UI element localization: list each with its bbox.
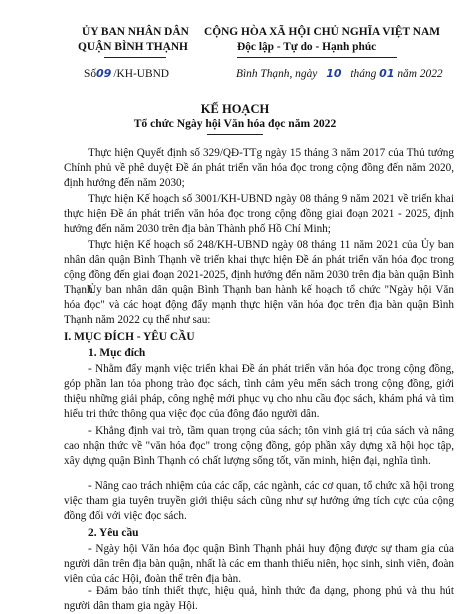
doc-number-handwritten: 09: [96, 67, 112, 80]
subsection-requirements: 2. Yêu cầu: [88, 527, 139, 539]
purpose-paragraph-1: - Nhằm đẩy mạnh việc triển khai Đề án phát triển văn hóa đọc trong cộng đồng, góp phần lan tỏa phong trào đọc sách, tình cảm yêu mến sách trong cộng đồng, giới thiệu những giải pháp, công nghệ mới phục vụ cho nhu cầu đọc sách, khám phá và tìm hiểu tri thức thông qua việc đọc của đông đảo người dân.: [64, 363, 454, 420]
subsection-purpose: 1. Mục đích: [88, 347, 146, 359]
year-text: năm 2022: [397, 68, 443, 80]
document-title: KẾ HOẠCH: [200, 102, 270, 116]
issuer-line2: QUẬN BÌNH THẠNH: [78, 41, 188, 53]
requirement-paragraph-1: - Ngày hội Văn hóa đọc quận Bình Thạnh phải huy động được sự tham gia của người dân trên địa bàn quận, nhất là các em thanh thiếu niên, học sinh, sinh viên, đoàn viên của các Hội, đoàn thể trên địa bàn.: [64, 543, 454, 585]
issuer-line1: ỦY BAN NHÂN DÂN: [82, 26, 189, 38]
document-number: [84, 67, 169, 80]
motto-underline: [237, 57, 397, 58]
issuer-underline: [104, 57, 166, 58]
national-title: CỘNG HÒA XÃ HỘI CHỦ NGHĨA VIỆT NAM: [204, 26, 440, 38]
doc-number-suffix: /KH-UBND: [113, 68, 170, 80]
doc-number-prefix: Số: [84, 68, 97, 80]
requirement-paragraph-2: - Đảm bảo tính thiết thực, hiệu quả, hình thức đa dạng, phong phú và thu hút người dân tham gia ngày Hội.: [64, 585, 454, 612]
intro-paragraph-1: Thực hiện Quyết định số 329/QĐ-TTg ngày 15 tháng 3 năm 2017 của Thủ tướng Chính phủ về phê duyệt Đề án phát triển văn hóa đọc trong cộng đồng đến năm 2020, định hướng đến năm 2030;: [64, 147, 454, 189]
day-handwritten: 10: [326, 67, 342, 80]
purpose-paragraph-2: - Khẳng định vai trò, tầm quan trọng của sách; tôn vinh giá trị của sách và nâng cao nhận thức về "văn hóa đọc" trong cộng đồng, góp phần xây dựng xã hội học tập, xây dựng quận Bình Thạnh có chất lượng sống tốt, văn minh, hiện đại, nghĩa tình.: [64, 425, 454, 467]
month-label: tháng: [350, 68, 377, 80]
section-heading: I. MỤC ĐÍCH - YÊU CẦU: [64, 331, 195, 343]
document-subtitle: Tổ chức Ngày hội Văn hóa đọc năm 2022: [133, 117, 337, 130]
national-motto: Độc lập - Tự do - Hạnh phúc: [237, 41, 377, 53]
intro-paragraph-4: Ủy ban nhân dân quận Bình Thạnh ban hành kế hoạch tổ chức "Ngày hội Văn hóa đọc" và các hoạt động đẩy mạnh thực hiện văn hóa đọc trên địa bàn quận Bình Thạnh năm 2022 cụ thể như sau:: [64, 284, 454, 326]
intro-paragraph-3: Thực hiện Kế hoạch số 248/KH-UBND ngày 08 tháng 11 năm 2021 của Ủy ban nhân dân quận Bình Thạnh về triển khai thực hiện Đề án phát triển văn hóa đọc trong cộng đồng đến giai đoạn 2021-2025, định hướng đến năm 2030 trên địa bàn quận Bình Thạnh.: [64, 239, 454, 296]
intro-paragraph-2: Thực hiện Kế hoạch số 3001/KH-UBND ngày 08 tháng 9 năm 2021 về triển khai thực hiện Đề án phát triển văn hóa đọc trong cộng đồng giai đoạn 2021 - 2025, định hướng đến năm 2030 trên địa bàn Thành phố Hồ Chí Minh;: [64, 193, 454, 235]
title-underline: [207, 134, 263, 135]
purpose-paragraph-3: - Nâng cao trách nhiệm của các cấp, các ngành, các cơ quan, tổ chức xã hội trong việc tham gia tuyên truyền giới thiệu sách cũng như sự hưởng ứng tích cực của cộng đồng đối với việc đọc sách.: [64, 480, 454, 522]
place-date-prefix: Bình Thạnh, ngày: [236, 68, 318, 80]
month-handwritten: 01: [379, 67, 395, 80]
place-date: [236, 67, 443, 80]
